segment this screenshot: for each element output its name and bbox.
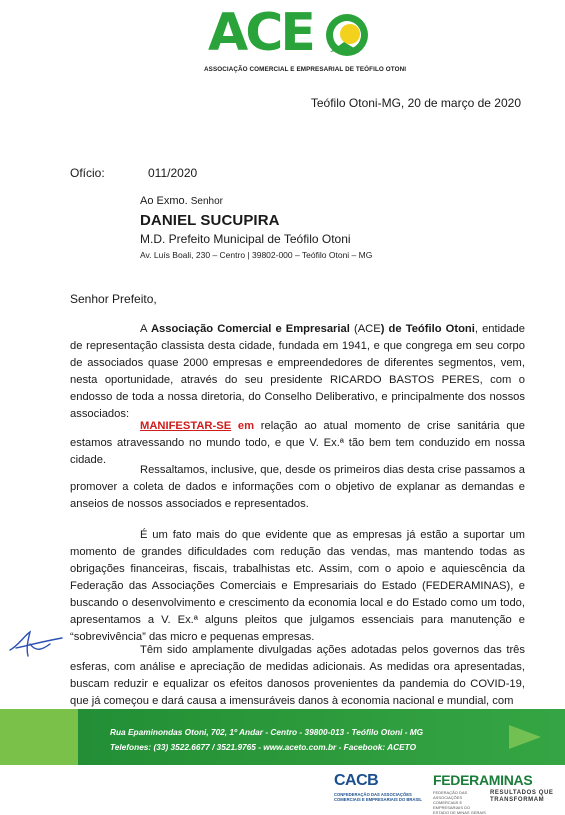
p1-org-name: Associação Comercial e Empresarial — [150, 323, 350, 335]
p1-acronym: ACE — [357, 323, 381, 335]
footer-band — [0, 709, 565, 765]
footer-contacts: Telefones: (33) 3522.6677 / 3521.9765 - www.aceto.com.br - Facebook: ACETO — [110, 742, 417, 752]
p2-text-rest: relação ao atual momento de crise sanitária que estamos atravessando no mundo todo, e que V. Ex.ª tão bem tem conduzido em nossa cidade. — [70, 420, 525, 466]
ace-logo — [200, 3, 407, 74]
footer-address: Rua Epaminondas Otoni, 702, 1º Andar - Centro - 39800-013 - Teófilo Otoni - MG — [110, 727, 424, 737]
oficio-number: 011/2020 — [148, 166, 198, 180]
greeting-text: Ao Exmo. — [140, 195, 188, 207]
footer-accent — [0, 709, 78, 765]
greeting-title: Senhor — [190, 196, 223, 207]
recipient-block — [140, 195, 372, 260]
federaminas-logo — [433, 772, 558, 815]
p1-text-b: ( — [349, 323, 358, 335]
paragraph-3: Ressaltamos, inclusive, que, desde os primeiros dias desta crise passamos a promover a coleta de dados e informações com o objetivo de explanar as demandas e anseios de nossos associados e representados. — [70, 464, 525, 510]
ace-emblem-icon — [324, 12, 370, 58]
footer-arrow-icon — [505, 721, 545, 753]
recipient-greeting — [140, 195, 372, 207]
paragraph-4: É um fato mais do que evidente que as empresas já estão a suportar um momento de grandes dificuldades com redução das vendas, mas mantendo todas as obrigações financeiras, fiscais, trabalhistas etc. Assim, com o apoio e aquiescência da Federação das Associações Comerciais e Empresariais do Estado (FEDERAMINAS), e buscando o desenvolvimento e crescimento da economia local e do Estado como um todo, apresentamos a V. Ex.ª alguns pleitos que julgamos essenciais para manutenção e “sobrevivência” das micro e pequenas empresas. — [70, 529, 525, 643]
signature-mark — [6, 626, 66, 662]
logo-subtitle: ASSOCIAÇÃO COMERCIAL E EMPRESARIAL DE TEÓFILO OTONI — [204, 66, 407, 73]
p2-em: em — [231, 420, 255, 432]
cacb-subtitle: CONFEDERAÇÃO DAS ASSOCIAÇÕES COMERCIAIS E EMPRESARIAIS DO BRASIL — [334, 792, 422, 802]
partner-logos — [0, 768, 565, 815]
logo-wordmark: ACE — [208, 3, 313, 63]
oficio-line — [70, 166, 198, 180]
paragraph-5: Têm sido amplamente divulgadas ações adotadas pelos governos das três esferas, com análise e apreciação de medidas adicionais. As medidas ora apresentadas, buscam reduzir e equalizar os efeitos danosos provenientes da pandemia do COVID-19, que já começou e dará causa a imensuráveis danos à economia nacional e mundial, com — [70, 644, 525, 707]
federaminas-subtitle: FEDERAÇÃO DAS ASSOCIAÇÕES COMERCIAIS E EMPRESARIAIS DO ESTADO DE MINAS GERAIS — [433, 790, 486, 815]
manifestar-highlight: MANIFESTAR-SE — [140, 420, 232, 432]
recipient-name: DANIEL SUCUPIRA — [140, 212, 280, 229]
salutation: Senhor Prefeito, — [70, 292, 157, 306]
cacb-logo — [334, 772, 434, 808]
federaminas-tagline — [490, 790, 554, 804]
p1-city: de Teófilo Otoni — [388, 323, 475, 335]
recipient-address: Av. Luís Boali, 230 – Centro | 39802-000 – Teófilo Otoni – MG — [140, 250, 373, 260]
tagline-line-2: TRANSFORMAM — [490, 797, 545, 803]
federaminas-wordmark: FEDERAMINAS — [433, 772, 533, 788]
cacb-wordmark: CACB — [334, 772, 379, 789]
recipient-role: M.D. Prefeito Municipal de Teófilo Otoni — [140, 232, 351, 246]
p1-text-a: A — [140, 323, 151, 335]
letter-date: Teófilo Otoni-MG, 20 de março de 2020 — [310, 96, 521, 110]
tagline-line-1: RESULTADOS QUE — [490, 790, 554, 796]
p1-text-rest: , entidade de representação classista desta cidade, fundada em 1941, e que congrega em seu corpo de associados quase 2000 empresas e empreendedores de diferentes segmentos, vem, nesta oportunidade, através do seu presidente RICARDO BASTOS PERES, com o endosso de toda a nossa diretoria, do Conselho Deliberativo, e principalmente dos nossos associados: — [70, 323, 525, 420]
paragraph-1 — [70, 321, 525, 423]
oficio-label: Ofício: — [70, 166, 105, 180]
p1-text-c: ) — [380, 323, 389, 335]
